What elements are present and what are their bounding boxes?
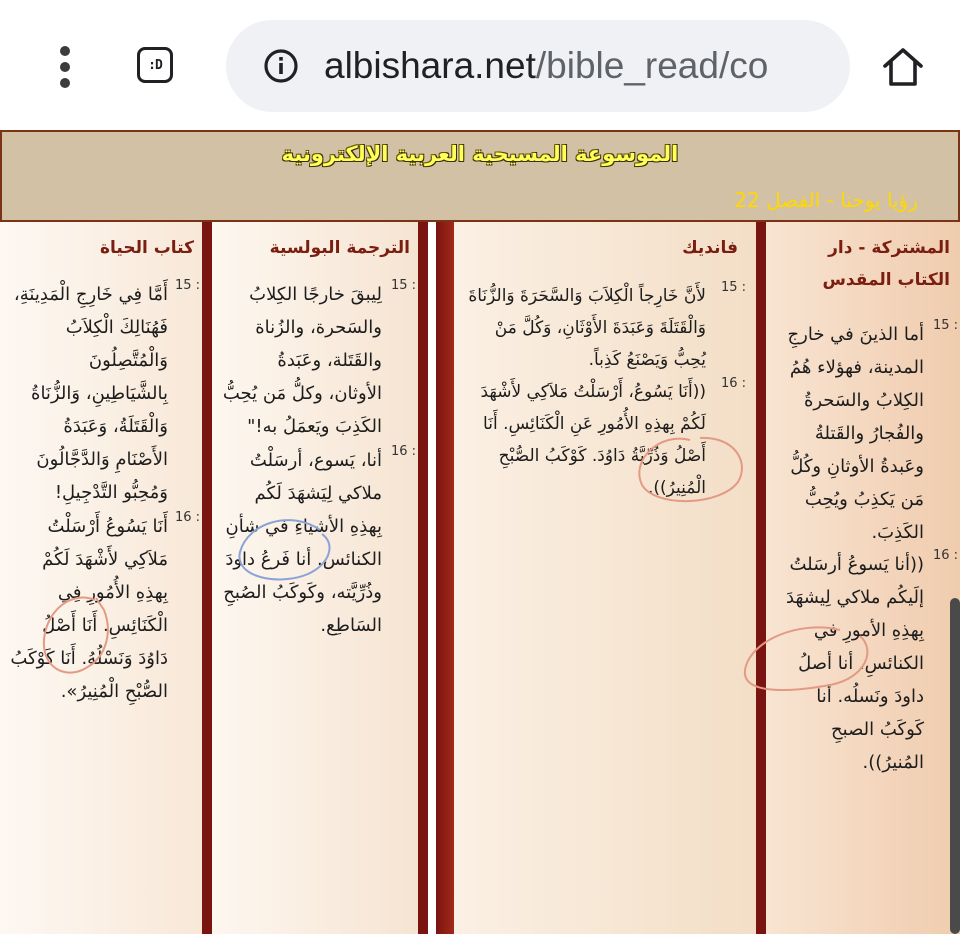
- verse-number: 16 :: [174, 510, 200, 525]
- column-title: فانديك: [682, 238, 738, 258]
- verse-15: لِيبقَ خارجًا الكِلابُ والسَحرة، والزُناة والقَتَلة، وعَبَدةُ الأوثان، وكلُّ مَن يُحِبُّ الكَذِبَ ويَعمَلُ به!": [222, 284, 382, 437]
- verse-number: 15 :: [390, 278, 416, 293]
- url-bar[interactable]: [226, 20, 850, 112]
- site-title[interactable]: الموسوعة المسيحية العربية الإلكترونية: [281, 142, 679, 166]
- column-title: المشتركة - دار الكتاب المقدس: [822, 238, 950, 290]
- url-domain: albishara.net: [324, 45, 536, 86]
- translations-columns: [0, 222, 960, 934]
- url-path: /bible_read/co: [535, 45, 769, 86]
- column-title: كتاب الحياة: [99, 238, 194, 258]
- verse-number: 16 :: [720, 376, 746, 391]
- verse-number: 15 :: [932, 318, 958, 333]
- browser-toolbar: [0, 0, 960, 130]
- page-content: [0, 130, 960, 934]
- column-mushtaraka: [766, 222, 960, 934]
- scrollbar-thumb[interactable]: [950, 598, 960, 934]
- column-divider: [756, 222, 766, 934]
- chapter-title: رؤيا يوحنا - الفصل 22: [734, 188, 918, 212]
- verse-16: أَنَا يَسُوعُ أَرْسَلْتُ مَلاَكِي لأَشْهَدَ لَكُمْ بِهذِهِ الأُمُورِ فِي الْكَنَائِسِ. أَنَا أَصْلُ دَاوُدَ وَنَسْلُهُ. أَنَا كَوْكَبُ الصُّبْحِ الْمُنِيرُ».: [10, 516, 168, 702]
- verse-15: أَمَّا فِي خَارِجِ الْمَدِينَةِ، فَهُنَالِكَ الْكِلاَبُ وَالْمُتَّصِلُونَ بِالشَّيَاطِينِ، وَالزُّنَاةُ وَالْقَتَلَةُ، وَعَبَدَةُ الأَصْنَامِ وَالدَّجَّالُونَ وَمُحِبُّو التَّدْجِيلِ!: [13, 284, 168, 503]
- verse-16: ((أنا يَسوعُ أرسَلتُ إلَيكُم ملاكي لِيشهَدَ بِهذِهِ الأمورِ في الكنائسِ. أنا أصلُ داودَ ونَسلُه. أنا كَوكَبُ الصبحِ المُنيرُ)).: [786, 554, 924, 773]
- home-icon[interactable]: [880, 44, 926, 90]
- column-divider: [436, 222, 454, 934]
- column-book-of-life: [0, 222, 202, 934]
- more-vert-icon[interactable]: [50, 46, 80, 88]
- verse-15: أما الذينَ في خارجِ المدينة، فهؤلاء هُمُ الكِلابُ والسَحرةُ والفُجارُ والقَتلةُ وعَبدةُ الأوثانِ وكُلُّ مَن يَكذِبُ ويُحِبُّ الكَذِبَ.: [787, 324, 924, 543]
- tab-switcher-icon[interactable]: :D: [137, 47, 173, 83]
- verse-number: 15 :: [174, 278, 200, 293]
- column-divider: [202, 222, 212, 934]
- verse-number: 15 :: [720, 280, 746, 295]
- site-header: [0, 130, 960, 222]
- url-text[interactable]: [324, 40, 768, 92]
- verse-number: 16 :: [390, 444, 416, 459]
- verse-number: 16 :: [932, 548, 958, 563]
- column-vandyke: [454, 222, 756, 934]
- info-icon[interactable]: [263, 48, 299, 84]
- verse-15: لأَنَّ خَارِجاً الْكِلاَبَ وَالسَّحَرَةَ وَالزُّنَاةَ وَالْقَتَلَةَ وَعَبَدَةَ الأَوْثَانِ، وَكُلَّ مَنْ يُحِبُّ وَيَصْنَعُ كَذِباً.: [468, 286, 706, 370]
- column-paulist: [212, 222, 418, 934]
- column-divider: [418, 222, 428, 934]
- column-title: الترجمة البولسية: [269, 238, 410, 258]
- verse-16: ((أَنَا يَسُوعُ، أَرْسَلْتُ مَلاَكِي لأَشْهَدَ لَكُمْ بِهذِهِ الأُمُورِ عَنِ الْكَنَائِسِ. أَنَا أَصْلُ وَذُرِّيَّةُ دَاوُدَ. كَوْكَبُ الصُّبْحِ الْمُنِيرُ)).: [480, 382, 706, 498]
- verse-16: أنا، يَسوع، أرسَلْتُ ملاكي لِيَشهَدَ لَكُم بِهذِهِ الأشياءِ في شأنِ الكنائس. أنا فَرعُ داودَ وذُرِّيَّته، وكَوكَبُ الصُبحِ السَاطِع.: [223, 450, 382, 636]
